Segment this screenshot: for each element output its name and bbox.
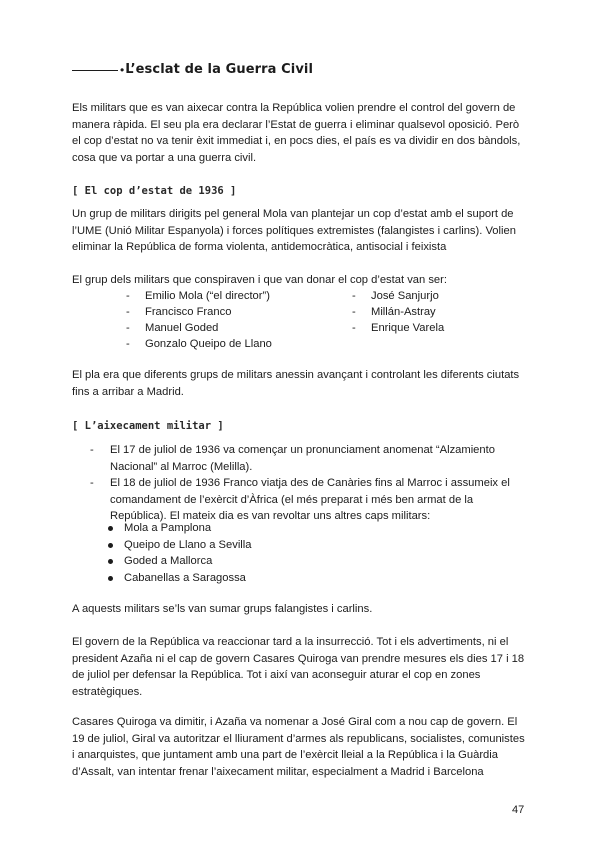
list-item: Cabanellas a Saragossa: [107, 570, 252, 587]
section1-paragraph-3: El pla era que diferents grups de militars anessin avançant i controlant les diferents ciutats fins a arribar a Madrid.: [72, 369, 520, 398]
list-item: - El 17 de juliol de 1936 va començar un pronunciament anomenat “Alzamiento Nacional” al Marroc (Melilla).: [90, 442, 530, 475]
page-title: L’esclat de la Guerra Civil: [125, 62, 314, 77]
list-item: - Gonzalo Queipo de Llano: [126, 336, 272, 352]
conspirators-list-right: [352, 288, 444, 336]
list-item: Mola a Pamplona: [107, 520, 252, 537]
section-heading-cop-estat: [ El cop d’estat de 1936 ]: [72, 185, 237, 197]
list-item: Goded a Mallorca: [107, 553, 252, 570]
revolts-bullet-list: [107, 520, 252, 586]
list-item: - Millán-Astray: [352, 304, 444, 320]
list-item: - Enrique Varela: [352, 320, 444, 336]
list-item: - Emilio Mola (“el director”): [126, 288, 272, 304]
section1-paragraph-2: El grup dels militars que conspiraven i que van donar el cop d’estat van ser:: [72, 274, 447, 286]
conspirators-list-left: [126, 288, 272, 352]
section2-paragraph-government: El govern de la República va reaccionar tard a la insurrecció. Tot i els advertiments, ni el president Azaña ni el cap de govern Casares Quiroga van prendre mesures els dies 17 i 18 de juliol per defensar la República. Tot i així van aconseguir aturar el cop en zones estratègiques.: [72, 636, 525, 698]
page-title-row: [72, 62, 313, 77]
title-bullet: •: [120, 62, 125, 77]
list-item: Queipo de Llano a Sevilla: [107, 537, 252, 554]
section-heading-aixecament: [ L’aixecament militar ]: [72, 420, 224, 432]
title-rule: [72, 70, 118, 71]
list-item: - Francisco Franco: [126, 304, 272, 320]
list-item: - El 18 de juliol de 1936 Franco viatja des de Canàries fins al Marroc i assumeix el comandament de l’exèrcit d’Àfrica (el més preparat i més ben armat de la República). El mateix dia es van revoltar uns altres caps militars:: [90, 475, 530, 525]
section2-paragraph-after: A aquests militars se’ls van sumar grups falangistes i carlins.: [72, 603, 373, 615]
uprising-list: [90, 442, 530, 525]
list-item: - Manuel Goded: [126, 320, 272, 336]
section2-paragraph-final: Casares Quiroga va dimitir, i Azaña va nomenar a José Giral com a nou cap de govern. El 19 de juliol, Giral va autoritzar el lliurament d’armes als republicans, socialistes, comunistes i anarquistes, que juntament amb una part de l’exèrcit lleial a la República i la Guàrdia d’Assalt, van intentar frenar l’aixecament militar, especialment a Madrid i Barcelona: [72, 716, 525, 778]
list-item: - José Sanjurjo: [352, 288, 444, 304]
page-number: 47: [512, 804, 525, 816]
intro-paragraph: Els militars que es van aixecar contra la República volien prendre el control del govern de manera ràpida. El seu pla era declarar l’Estat de guerra i eliminar qualsevol oposició. Però el cop d’estat no va tenir èxit immediat i, en pocs dies, el país es va dividir en dos bàndols, cosa que va portar a una guerra civil.: [72, 102, 521, 164]
section1-paragraph-1: Un grup de militars dirigits pel general Mola van plantejar un cop d’estat amb el suport de l’UME (Unió Militar Espanyola) i forces polítiques extremistes (falangistes i carlins). Volien eliminar la República de forma violenta, antidemocràtica, antisocial i feixista: [72, 208, 516, 253]
